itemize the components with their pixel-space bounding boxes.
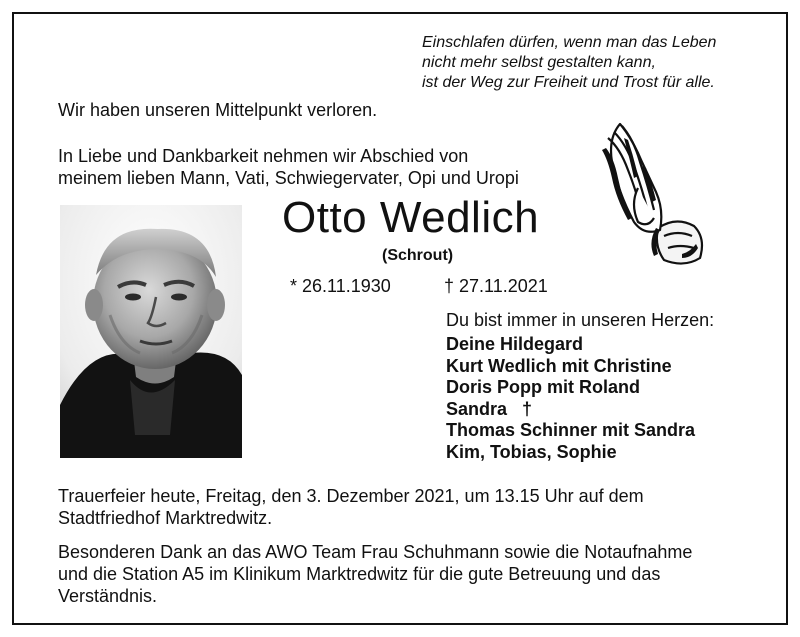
quote-line: ist der Weg zur Freiheit und Trost für alle. <box>422 74 715 91</box>
family-member: Deine Hildegard <box>446 334 584 354</box>
family-member: Kurt Wedlich mit Christine <box>446 355 672 376</box>
poem-quote <box>422 33 762 93</box>
intro-text: Wir haben unseren Mittelpunkt verloren. <box>58 100 378 120</box>
family-list <box>446 334 695 463</box>
quote-line: Einschlafen dürfen, wenn man das Leben <box>422 34 717 51</box>
portrait-photo <box>60 205 242 458</box>
service-line-2: Stadtfriedhof Marktredwitz. <box>58 508 273 528</box>
thanks-line-2: und die Station A5 im Klinikum Marktredwitz für die gute Betreuung und das <box>58 564 661 584</box>
farewell-line-2: meinem lieben Mann, Vati, Schwiegervater, Opi und Uropi <box>58 168 519 188</box>
service-line-1: Trauerfeier heute, Freitag, den 3. Dezember 2021, um 13.15 Uhr auf dem <box>58 486 644 506</box>
deceased-nickname: (Schrout) <box>382 247 454 264</box>
family-member: Kim, Tobias, Sophie <box>446 441 617 462</box>
family-member: Sandra † <box>446 398 533 419</box>
death-date: † 27.11.2021 <box>444 276 548 296</box>
deceased-name: Otto Wedlich <box>282 193 540 242</box>
birth-date: * 26.11.1930 <box>290 276 391 296</box>
family-greeting: Du bist immer in unseren Herzen: <box>446 310 715 330</box>
family-member: Doris Popp mit Roland <box>446 377 641 397</box>
quote-line: nicht mehr selbst gestalten kann, <box>422 54 656 71</box>
farewell-line-1: In Liebe und Dankbarkeit nehmen wir Abschied von <box>58 146 469 166</box>
family-member: Thomas Schinner mit Sandra <box>446 420 696 440</box>
thanks-line-3: Verständnis. <box>58 586 158 606</box>
praying-hands-icon <box>598 118 710 268</box>
thanks-line-1: Besonderen Dank an das AWO Team Frau Schuhmann sowie die Notaufnahme <box>58 542 693 562</box>
